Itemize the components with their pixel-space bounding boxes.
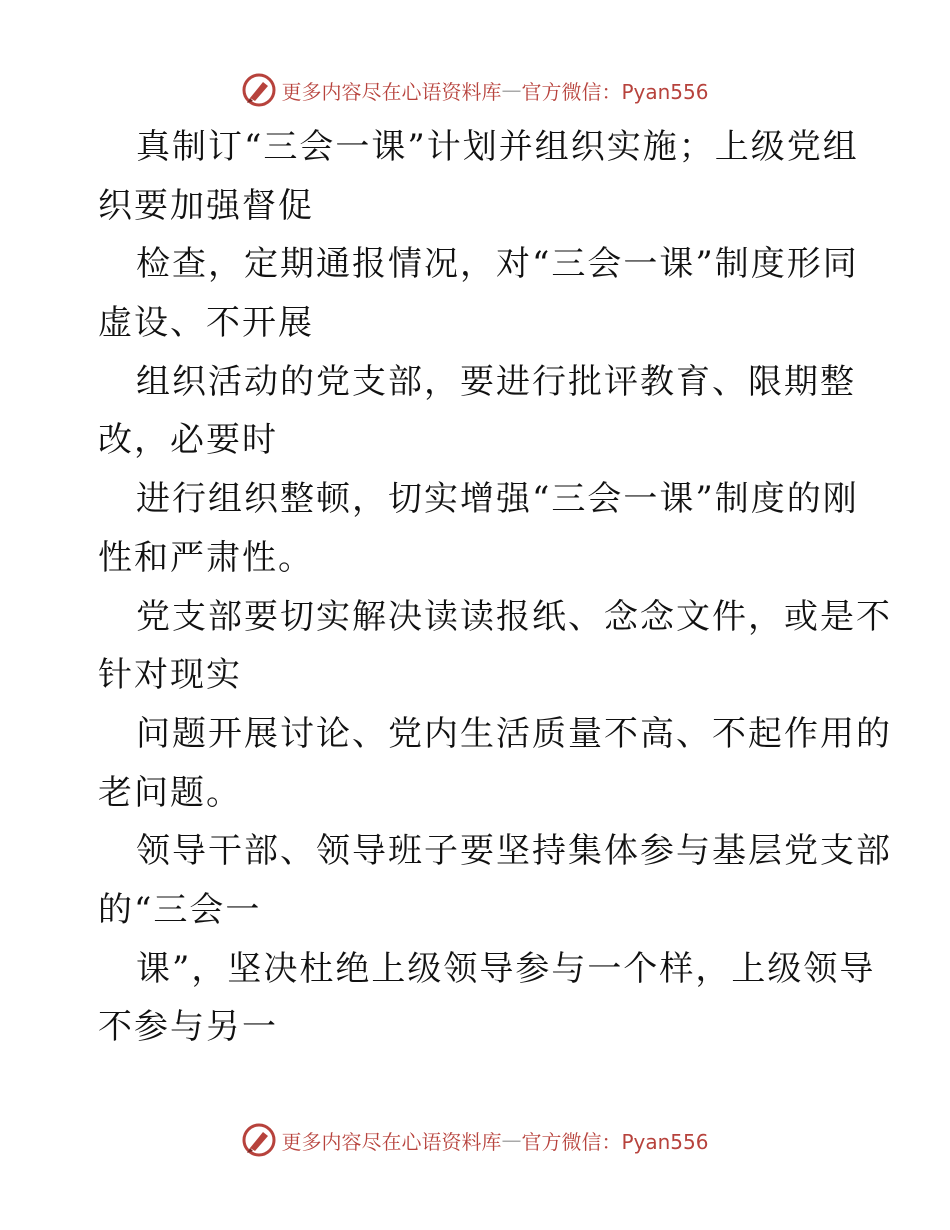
paragraph-line: 性和严肃性。 (98, 537, 314, 578)
paragraph-line: 织要加强督促 (98, 185, 314, 226)
paragraph-line: 组织活动的党支部，要进行批评教育、限期整 (136, 361, 856, 402)
banner-text: 更多内容尽在心语资料库 (281, 79, 502, 104)
paragraph-line: 针对现实 (98, 655, 242, 696)
banner-text: 更多内容尽在心语资料库 (281, 1129, 502, 1154)
paragraph-line: 问题开展讨论、党内生活质量不高、不起作用的 (136, 713, 892, 754)
paragraph-line: 的“三会一 (98, 889, 262, 930)
paragraph-line: 老问题。 (98, 772, 242, 813)
header-watermark (0, 70, 950, 110)
paragraph-line: 改，必要时 (98, 420, 278, 461)
paragraph-line: 不参与另一 (98, 1007, 278, 1048)
paragraph-line: 党支部要切实解决读读报纸、念念文件，或是不 (136, 596, 892, 637)
paragraph-line: 虚设、不开展 (98, 303, 314, 344)
paragraph-line: 检查，定期通报情况，对“三会一课”制度形同 (136, 244, 859, 285)
banner-separator: — (501, 78, 522, 102)
paragraph-line: 领导干部、领导班子要坚持集体参与基层党支部 (136, 831, 892, 872)
pen-logo-icon (241, 72, 277, 108)
banner-contact: 官方微信：Pyan556 (521, 1129, 709, 1154)
document-body (98, 118, 892, 1057)
footer-watermark (0, 1120, 950, 1160)
banner-contact: 官方微信：Pyan556 (521, 79, 709, 104)
paragraph-line: 课”，坚决杜绝上级领导参与一个样，上级领导 (136, 948, 876, 989)
paragraph-line: 真制订“三会一课”计划并组织实施；上级党组 (136, 127, 859, 167)
pen-logo-icon (241, 1122, 277, 1158)
paragraph-line: 进行组织整顿，切实增强“三会一课”制度的刚 (136, 479, 859, 520)
banner-separator: — (501, 1128, 522, 1152)
